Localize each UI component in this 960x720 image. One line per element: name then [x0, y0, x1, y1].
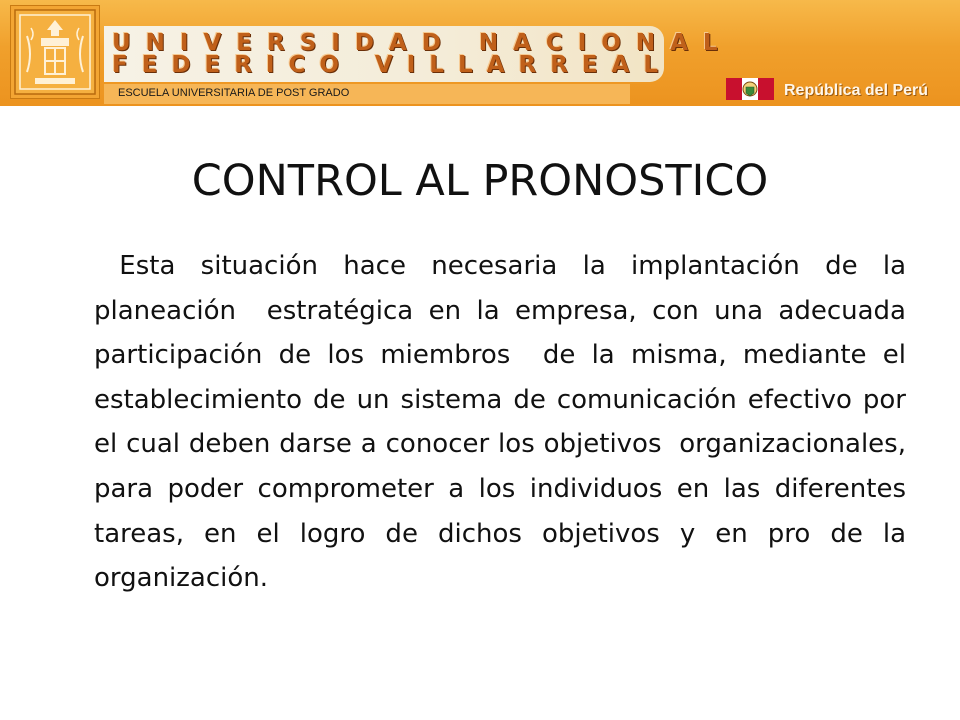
slide-body-text: Esta situación hace necesaria la implantación de la planeación estratégica en la empresa, con una adecuada participación de los miembros de la misma, mediante el establecimiento de un sistema de comunicación efectivo por el cual deben darse a conocer los objetivos organizacionales, para poder comprometer a los individuos en las diferentes tareas, en el logro de dichos objetivos y en pro de la organización.	[94, 251, 915, 594]
university-name-line2: FEDERICO VILLARREAL	[112, 52, 672, 78]
university-name-line1: UNIVERSIDAD NACIONAL	[112, 30, 733, 56]
government-label: República del Perú	[784, 82, 929, 99]
header-banner	[0, 0, 960, 106]
school-name: ESCUELA UNIVERSITARIA DE POST GRADO	[118, 87, 350, 99]
university-crest-icon	[10, 5, 100, 99]
slide-title: CONTROL AL PRONOSTICO	[191, 156, 769, 206]
peru-coat-of-arms-icon	[726, 74, 780, 104]
